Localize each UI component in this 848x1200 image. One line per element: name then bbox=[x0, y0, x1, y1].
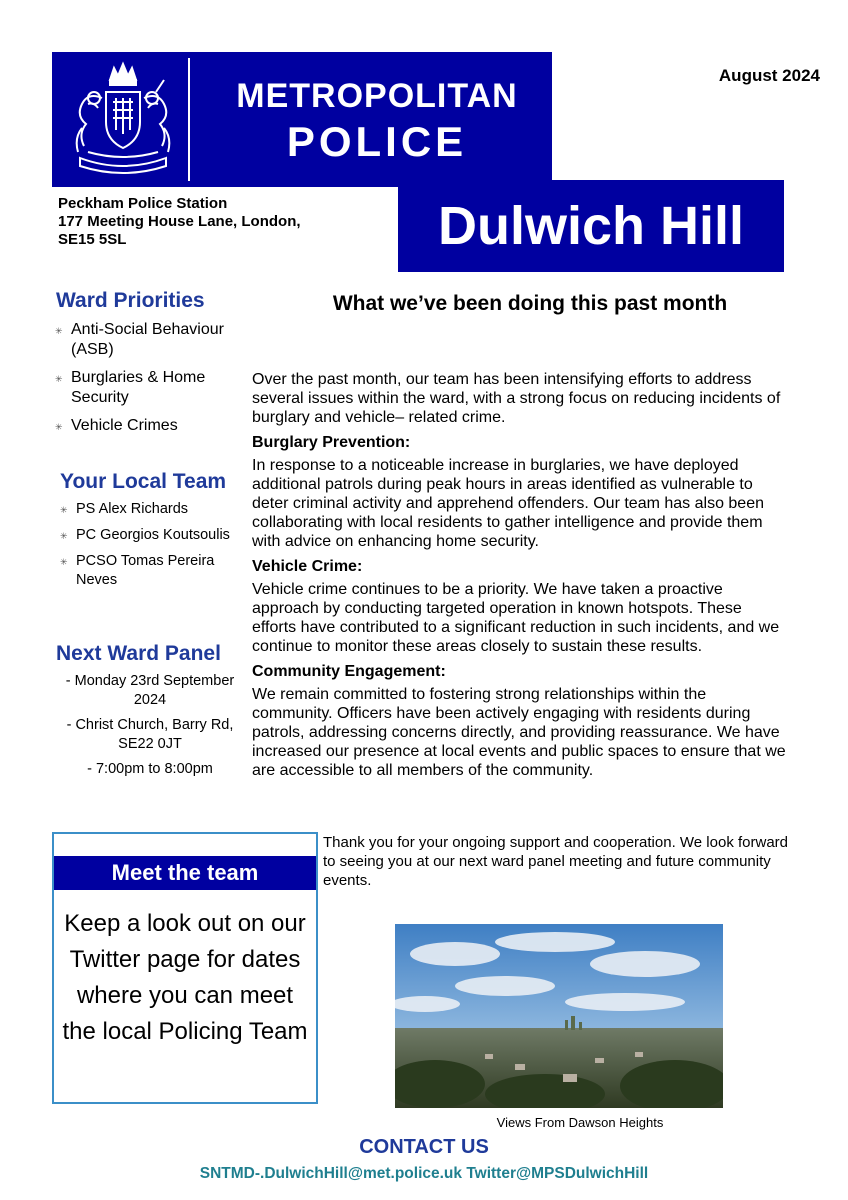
meet-the-team-box bbox=[52, 832, 318, 1104]
section-title: Community Engagement: bbox=[252, 663, 446, 680]
list-item: ✳ PS Alex Richards bbox=[60, 500, 250, 519]
dawson-heights-photo bbox=[395, 924, 723, 1108]
list-item: ✳ Anti-Social Behaviour (ASB) bbox=[55, 320, 245, 360]
list-item: ✳ Vehicle Crimes bbox=[55, 416, 245, 436]
station-postcode: SE15 5SL bbox=[58, 231, 127, 248]
contact-details[interactable]: SNTMD-.DulwichHill@met.police.uk Twitter@MPSDulwichHill bbox=[199, 1165, 649, 1182]
ward-panel-heading: Next Ward Panel bbox=[56, 642, 221, 665]
newsletter-date: August 2024 bbox=[718, 66, 820, 85]
ward-panel-info bbox=[50, 672, 250, 785]
meet-the-team-heading: Meet the team bbox=[54, 856, 316, 890]
main-heading: What we’ve been doing this past month bbox=[332, 292, 728, 315]
meet-the-team-text: Keep a look out on our Twitter page for dates where you can meet the local Policing Team bbox=[62, 910, 308, 1045]
section-text: Vehicle crime continues to be a priority. We have taken a proactive approach by conducting targeted operation in known hotspots. These efforts have contributed to a significant reduction in such incidents, and we continue to monitor these areas closely to sustain these results. bbox=[252, 581, 780, 655]
met-police-logo-banner bbox=[52, 52, 552, 187]
station-address bbox=[58, 195, 378, 249]
list-item: ✳ PCSO Tomas Pereira Neves bbox=[60, 552, 250, 590]
photo-caption: Views From Dawson Heights bbox=[496, 1115, 664, 1130]
ward-name: Dulwich Hill bbox=[437, 196, 745, 256]
contact-heading: CONTACT US bbox=[359, 1136, 489, 1158]
ward-priorities-list bbox=[55, 320, 245, 444]
list-item: ✳ PC Georgios Koutsoulis bbox=[60, 526, 250, 545]
station-name: Peckham Police Station bbox=[58, 195, 228, 212]
local-team-heading: Your Local Team bbox=[60, 470, 227, 493]
panel-venue: - Christ Church, Barry Rd, SE22 0JT bbox=[66, 717, 234, 752]
crest-icon bbox=[58, 58, 190, 181]
section-text: We remain committed to fostering strong relationships within the community. Officers have been actively engaging with residents during patrols, addressing concerns directly, and providing reassurance. We have increased our presence at local events and public spaces to ensure that we are accessible to all members of the community. bbox=[252, 686, 786, 779]
section-title: Vehicle Crime: bbox=[252, 558, 363, 575]
org-name-line2: POLICE bbox=[286, 118, 468, 165]
list-item: ✳ Burglaries & Home Security bbox=[55, 368, 245, 408]
ward-banner bbox=[398, 180, 784, 272]
thank-you-text: Thank you for your ongoing support and cooperation. We look forward to seeing you at our next ward panel meeting and future community events. bbox=[323, 834, 788, 889]
crest-icon-graphic bbox=[58, 58, 188, 181]
section-title: Burglary Prevention: bbox=[252, 434, 411, 451]
local-team-list bbox=[60, 500, 250, 597]
station-street: 177 Meeting House Lane, London, bbox=[58, 213, 301, 230]
org-name-line1: METROPOLITAN bbox=[236, 77, 518, 115]
panel-date: - Monday 23rd September 2024 bbox=[65, 673, 235, 708]
section-text: In response to a noticeable increase in burglaries, we have deployed additional patrols during peak hours in areas identified as vulnerable to deter criminal activity and apprehend offenders. Our team has also been collaborating with local residents to gather intelligence and provide them with advice on enhancing home security. bbox=[252, 457, 764, 550]
ward-priorities-heading: Ward Priorities bbox=[56, 289, 205, 312]
main-body bbox=[252, 370, 790, 786]
panel-time: - 7:00pm to 8:00pm bbox=[87, 761, 213, 777]
photo-graphic bbox=[395, 924, 723, 1108]
intro-paragraph: Over the past month, our team has been intensifying efforts to address several issues within the ward, with a strong focus on reducing incidents of burglary and vehicle– related crime. bbox=[252, 371, 781, 426]
